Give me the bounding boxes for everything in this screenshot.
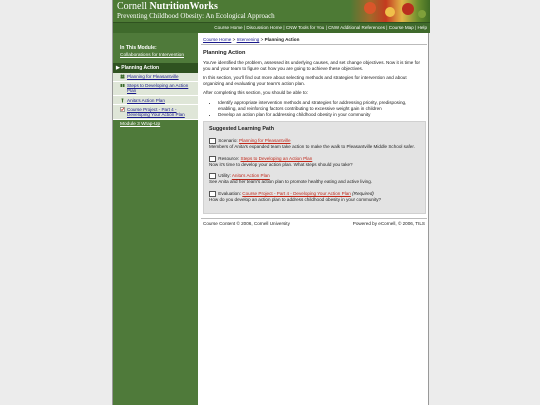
sidebar-current-section: ▶ Planning Action [113,63,198,73]
main-content [201,35,427,227]
learning-step-utility: Utility: Anita's Action Plan See Anita and her team's action plan to promote healthy eating and active living. [209,173,373,185]
intro-paragraph-1: You've identified the problem, assessed its underlying causes, and set change objectives. Now it is time for you and your team to figure out how you are going to achieve these objectives. [203,60,420,71]
banner-food-image [350,0,430,22]
nav-cnw-references[interactable]: CNW Additional References [328,25,386,30]
page-footer [201,218,427,227]
nav-help[interactable]: Help [417,25,427,30]
site-logo[interactable]: Cornell NutritionWorks [117,1,218,12]
nav-course-map[interactable]: Course Map [388,25,414,30]
objectives-list [218,100,423,117]
objective-item: • Develop an action plan for addressing childhood obesity in your community [218,112,423,118]
breadcrumb-current: Planning Action [264,37,300,42]
top-nav-links: Course Home | Discussion Home | CNW Tools for You | CNW Additional References | Course Map | Help [214,25,427,30]
breadcrumb-course-home[interactable]: Course Home [203,37,232,42]
header-banner [113,0,430,22]
evaluation-icon [120,107,125,112]
link-anitas-action-plan[interactable]: Anita's Action Plan [231,173,270,179]
link-planning-pleasantville[interactable]: Planning for Pleasantville [238,138,291,144]
learning-path-title: Suggested Learning Path [209,126,274,133]
learning-step-resource: Resource: Steps to Developing an Action Plan Now it's time to develop your action plan. What steps should you take? [209,156,353,167]
nav-discussion-home[interactable]: Discussion Home [246,25,283,30]
intro-paragraph-2: In this section, you'll find out more about selecting methods and strategies for intervention and about organizing and evaluating your team's action plan. [203,75,407,86]
sidebar-item-planning-pleasantville[interactable]: Planning for Pleasantville [113,73,198,82]
sidebar-item-collaborations[interactable]: Collaborations for Intervention [120,53,184,58]
learning-step-evaluation: Evaluation: Course Project - Part 4 - Developing Your Action Plan (Required) How do you develop an action plan to address childhood obesity in your community? [209,191,382,203]
required-note: (Required) [350,191,374,197]
step-description: How do you develop an action plan to address childhood obesity in your community? [209,197,382,203]
sidebar-item-anitas-action-plan[interactable]: Anita's Action Plan [113,96,198,105]
breadcrumb-intervening[interactable]: Intervening [236,37,260,42]
footer-powered-by: Powered by eCornell, © 2006, TILS [352,220,425,226]
link-course-project[interactable]: Course Project - Part 4 - Developing Your Action Plan [242,191,351,197]
page-title: Planning Action [203,50,246,56]
sidebar-item-course-project[interactable]: Course Project - Part 4 - Developing Your Action Plan [113,105,198,119]
site-subtitle: Preventing Childhood Obesity: An Ecological Approach [117,12,275,20]
objective-item: • Identify appropriate intervention methods and strategies for addressing priority, predisposing, enabling, and reinforcing factors contributing to excessive weight gain in children [218,100,423,111]
intro-paragraph-3: After completing this section, you should be able to: [203,90,308,96]
sidebar-item-steps-action-plan[interactable]: Steps to Developing an Action Plan [113,82,198,96]
link-steps-action-plan[interactable]: Steps to Developing an Action Plan [240,156,313,162]
utility-icon [120,98,125,103]
step-description: Members of Anita's expanded team take action to make the walk to Pleasantville Middle School safer. [209,144,415,150]
learning-path-box [203,121,426,213]
step-description: See Anita and her team's action plan to promote healthy eating and active living. [209,179,373,185]
scenario-icon [120,74,125,79]
footer-copyright: Course Content © 2006, Cornell University [203,220,290,226]
sidebar-item-module-wrap-up[interactable]: Module 3 Wrap-Up [120,121,161,127]
breadcrumb: Course Home > Intervening > Planning Action [201,35,427,45]
triangle-right-icon: ▶ [116,64,122,71]
module-sidebar [113,33,198,405]
nav-course-home[interactable]: Course Home [214,25,243,30]
resource-icon [120,83,125,88]
step-description: Now it's time to develop your action plan. What steps should you take? [209,161,353,167]
top-nav [113,22,430,33]
learning-step-scenario: Scenario: Planning for Pleasantville Members of Anita's expanded team take action to make the walk to Pleasantville Middle School safer. [209,138,415,150]
nav-cnw-tools[interactable]: CNW Tools for You [285,25,325,30]
page-frame [112,0,429,405]
sidebar-module-title: In This Module: [120,45,157,51]
